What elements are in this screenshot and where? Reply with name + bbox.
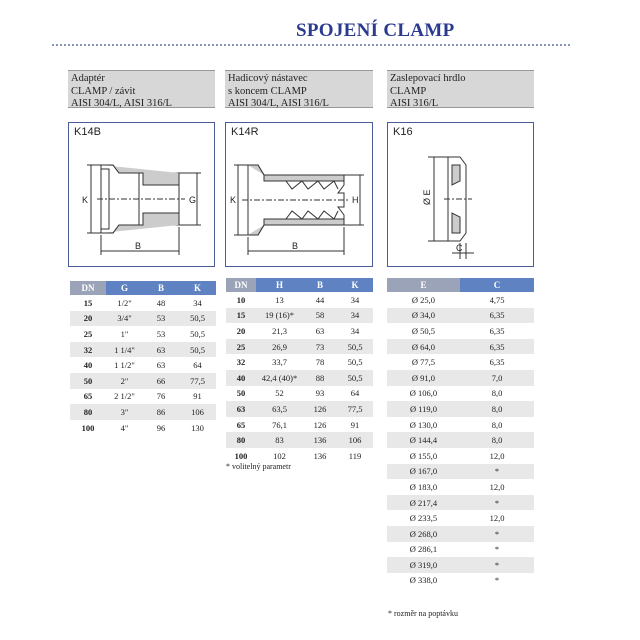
row-key-cell: Ø 319,0	[387, 557, 460, 573]
header-line: AISI 316/L	[390, 98, 439, 109]
row-key-cell: 100	[234, 450, 248, 461]
header-line: CLAMP	[390, 85, 427, 97]
table-cell: 50,5	[347, 357, 363, 368]
row-key-cell: Ø 217,4	[387, 495, 460, 511]
table-row	[226, 292, 373, 308]
table-cell: 8,0	[491, 419, 503, 430]
row-key-cell: Ø 167,0	[387, 464, 460, 480]
table-row	[387, 495, 534, 511]
row-key-cell: 25	[83, 328, 93, 339]
row-key-cell: 50	[236, 388, 246, 399]
header-line: Adaptér	[71, 73, 105, 84]
table-cell: 42,4 (40)*	[256, 370, 303, 386]
table-cell: 77,5	[179, 373, 216, 389]
table-row	[387, 354, 534, 370]
section-header	[387, 70, 534, 108]
row-key-cell: Ø 268,0	[387, 526, 460, 542]
table-cell: 66	[143, 373, 179, 389]
table-cell: 76,1	[272, 419, 287, 430]
page-title: SPOJENÍ CLAMP	[296, 20, 455, 41]
row-key-cell: 20	[70, 311, 106, 327]
table-cell: 50,5	[179, 342, 216, 358]
table-cell: 12,0	[489, 450, 505, 461]
table-cell: 50,5	[179, 311, 216, 327]
table-cell: 1"	[120, 328, 129, 339]
table-row	[387, 417, 534, 433]
table-row	[387, 557, 534, 573]
row-key-cell: 40	[83, 360, 93, 371]
title-rule	[52, 44, 570, 46]
table-row	[70, 311, 216, 327]
dim-c-label: C	[456, 243, 463, 253]
table-cell: 119	[348, 450, 362, 461]
table-row	[70, 404, 216, 420]
table-row	[387, 292, 534, 308]
table-cell: 78	[315, 357, 325, 368]
table-cell: 50,5	[337, 339, 373, 355]
table-cell: 8,0	[460, 401, 534, 417]
dim-b-label: B	[292, 241, 299, 251]
table-cell: 53	[143, 311, 179, 327]
table-row	[226, 432, 373, 448]
table-cell: *	[460, 557, 534, 573]
table-cell: 3/4"	[106, 311, 143, 327]
table-cell: *	[460, 495, 534, 511]
table-cell: 6,35	[460, 308, 534, 324]
table-cell: 73	[303, 339, 337, 355]
table-row	[387, 432, 534, 448]
header-line: s koncem CLAMP	[228, 85, 307, 97]
row-key-cell: 25	[226, 339, 256, 355]
table-cell: 77,5	[337, 401, 373, 417]
table-cell: 6,35	[489, 357, 505, 368]
drawing-k16	[387, 122, 534, 267]
table-cell: 7,0	[460, 370, 534, 386]
row-key-cell: 65	[236, 419, 246, 430]
table-row	[226, 339, 373, 355]
table-cell: 19 (16)*	[256, 308, 303, 324]
table-row	[387, 401, 534, 417]
table-cell: 2"	[106, 373, 143, 389]
table-cell: 33,7	[272, 357, 287, 368]
row-key-cell: Ø 77,5	[411, 357, 436, 368]
row-key-cell: Ø 233,5	[409, 513, 438, 524]
table-cell: 83	[256, 432, 303, 448]
table-cell: 34	[337, 308, 373, 324]
table-cell: 6,35	[460, 339, 534, 355]
row-key-cell: 20	[236, 325, 246, 336]
table-cell: 106	[337, 432, 373, 448]
row-key-cell: Ø 130,0	[409, 419, 438, 430]
col-header: K	[337, 278, 373, 292]
footnote: * rozměr na poptávku	[388, 609, 458, 618]
table-cell: 64	[350, 388, 360, 399]
table-cell: 13	[275, 294, 284, 305]
section-adapter	[68, 70, 215, 108]
col-header: B	[303, 278, 337, 292]
table-cell: 86	[143, 404, 179, 420]
adapter-drawing	[69, 123, 213, 265]
drawing-k14b	[68, 122, 215, 267]
col-header: DN	[70, 281, 106, 295]
dim-e-label: Ø E	[422, 189, 432, 205]
section-hose-nozzle	[225, 70, 373, 108]
table-cell: 64	[193, 360, 202, 371]
table-cell: 96	[156, 422, 166, 433]
row-key-cell: 32	[70, 342, 106, 358]
header-line: CLAMP / závit	[71, 85, 136, 97]
col-header: DN	[226, 278, 256, 292]
table-cell: 136	[313, 450, 327, 461]
row-key-cell: Ø 183,0	[409, 481, 438, 492]
table-row	[226, 323, 373, 339]
row-key-cell: 32	[236, 357, 246, 368]
table-cell: 4"	[120, 422, 129, 433]
blank-cap-drawing	[388, 123, 532, 265]
row-key-cell: 65	[83, 391, 93, 402]
row-key-cell: 80	[226, 432, 256, 448]
table-cell: 21,3	[272, 325, 287, 336]
table-cell: 12,0	[489, 481, 505, 492]
table-cell: 34	[350, 294, 360, 305]
header-line: AISI 304/L, AISI 316/L	[228, 98, 329, 109]
row-key-cell: Ø 144,4	[387, 432, 460, 448]
table-cell: *	[460, 526, 534, 542]
dim-k-label: K	[230, 195, 237, 205]
table-cell: 4,75	[489, 294, 505, 305]
table-cell: 1 1/2"	[114, 360, 135, 371]
table-cell: 58	[303, 308, 337, 324]
table-cell: 12,0	[489, 513, 505, 524]
col-header: B	[143, 281, 179, 295]
col-header: G	[106, 281, 143, 295]
row-key-cell: Ø 91,0	[387, 370, 460, 386]
table-cell: *	[460, 464, 534, 480]
table-cell: 91	[193, 391, 202, 402]
table-cell: 1/2"	[117, 297, 132, 308]
table-cell: 3"	[106, 404, 143, 420]
header-line: Zaslepovací hrdlo	[390, 73, 466, 84]
table-cell: 50,5	[190, 328, 205, 339]
table-row	[70, 373, 216, 389]
table-row	[70, 389, 216, 405]
product-code: K16	[393, 126, 413, 138]
table-row	[387, 448, 534, 464]
table-cell: 126	[303, 401, 337, 417]
table-row	[387, 464, 534, 480]
table-cell: 26,9	[256, 339, 303, 355]
section-header	[225, 70, 373, 108]
table-cell: 63,5	[256, 401, 303, 417]
table-cell: 63	[143, 342, 179, 358]
table-row	[226, 370, 373, 386]
row-key-cell: Ø 338,0	[409, 575, 438, 586]
table-cell: 93	[315, 388, 325, 399]
table-cell: 2 1/2"	[114, 391, 135, 402]
row-key-cell: 40	[226, 370, 256, 386]
drawing-k14r	[225, 122, 373, 267]
table-cell: 6,35	[489, 325, 505, 336]
table-row	[70, 342, 216, 358]
row-key-cell: Ø 119,0	[387, 401, 460, 417]
table-cell: 102	[273, 450, 286, 461]
table-row	[70, 420, 216, 436]
table-row	[387, 386, 534, 402]
table-cell: 63	[156, 360, 166, 371]
table-k14r	[226, 278, 373, 464]
row-key-cell: 15	[226, 308, 256, 324]
table-cell: 1 1/4"	[106, 342, 143, 358]
col-header: H	[256, 278, 303, 292]
table-cell: 8,0	[460, 432, 534, 448]
section-header	[68, 70, 215, 108]
table-row	[387, 339, 534, 355]
dim-k-label: K	[82, 195, 89, 205]
table-cell: 52	[275, 388, 284, 399]
table-cell: 76	[156, 391, 166, 402]
col-header: C	[460, 278, 534, 292]
table-row	[387, 323, 534, 339]
table-cell: 88	[303, 370, 337, 386]
table-cell: 34	[350, 325, 360, 336]
table-row	[387, 479, 534, 495]
product-code: K14B	[74, 126, 101, 138]
header-line: Hadicový nástavec	[228, 73, 308, 84]
table-cell: 106	[179, 404, 216, 420]
row-key-cell: Ø 50,5	[411, 325, 436, 336]
table-row	[70, 357, 216, 373]
table-cell: 91	[350, 419, 360, 430]
row-key-cell: Ø 106,0	[409, 388, 438, 399]
table-cell: 44	[315, 294, 325, 305]
col-header: K	[179, 281, 216, 295]
row-key-cell: 15	[83, 297, 93, 308]
table-row	[226, 401, 373, 417]
footnote: * volitelný parametr	[226, 462, 291, 471]
table-row	[387, 573, 534, 589]
row-key-cell: 10	[236, 294, 246, 305]
row-key-cell: Ø 25,0	[411, 294, 436, 305]
header-line: AISI 304/L, AISI 316/L	[71, 98, 172, 109]
dim-b-label: B	[135, 241, 142, 251]
row-key-cell: 63	[226, 401, 256, 417]
table-cell: 8,0	[491, 388, 503, 399]
dim-g-label: G	[189, 195, 197, 205]
table-cell: 126	[313, 419, 327, 430]
row-key-cell: Ø 64,0	[387, 339, 460, 355]
table-cell: 50,5	[337, 370, 373, 386]
table-row	[226, 386, 373, 402]
table-row	[226, 354, 373, 370]
product-code: K14R	[231, 126, 259, 138]
table-row	[226, 417, 373, 433]
row-key-cell: Ø 34,0	[387, 308, 460, 324]
table-cell: 63	[315, 325, 325, 336]
table-row	[70, 326, 216, 342]
row-key-cell: 80	[70, 404, 106, 420]
table-cell: 34	[193, 297, 202, 308]
table-row	[387, 542, 534, 558]
table-k14b	[70, 281, 216, 435]
table-row	[387, 526, 534, 542]
table-cell: 130	[191, 422, 204, 433]
hose-nozzle-drawing	[226, 123, 371, 265]
table-k16	[387, 278, 534, 588]
table-cell: 136	[303, 432, 337, 448]
table-cell: 53	[156, 328, 166, 339]
table-row	[387, 510, 534, 526]
table-cell: 48	[156, 297, 166, 308]
dim-h-label: H	[352, 195, 359, 205]
table-cell: *	[494, 575, 500, 586]
row-key-cell: Ø 155,0	[409, 450, 438, 461]
table-cell: *	[494, 544, 500, 555]
row-key-cell: 50	[70, 373, 106, 389]
table-row	[70, 295, 216, 311]
row-key-cell: Ø 286,1	[409, 544, 438, 555]
row-key-cell: 100	[81, 422, 95, 433]
col-header: E	[387, 278, 460, 292]
table-row	[387, 308, 534, 324]
table-row	[226, 308, 373, 324]
table-row	[387, 370, 534, 386]
section-blank-cap	[387, 70, 534, 108]
